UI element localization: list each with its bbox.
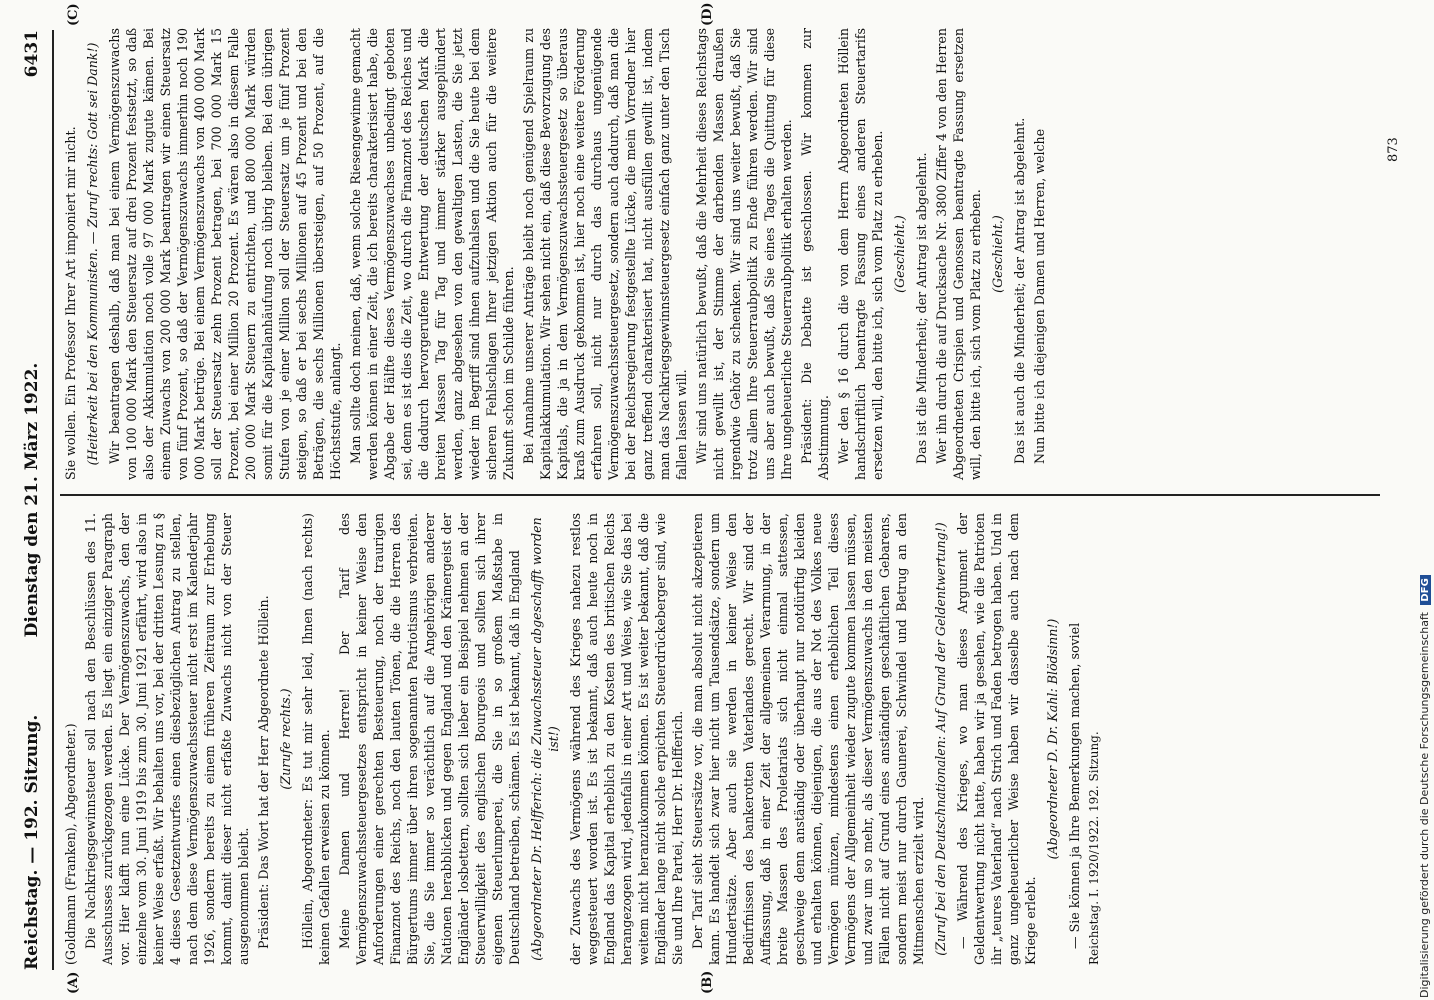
digitization-credit	[1418, 575, 1431, 998]
right-column	[62, 28, 1051, 480]
header-date: Dienstag den 21. März 1922.	[22, 362, 42, 638]
speaker-intro: Höllein, Abgeordneter: Es tut mir sehr leid, Ihnen (nach rechts) keinen Gefallen erweisen zu können.	[300, 513, 332, 965]
running-header	[22, 30, 50, 970]
interjection: (Heiterkeit bei den Kommunisten. — Zuruf rechts: Gott sei Dank!)	[85, 42, 100, 466]
paragraph: Der Tarif sieht Steuersätze vor, die man absolut nicht akzeptieren kann. Es handelt sich zwar hier nicht um Tausendsätze, sondern um Hundertsätze. Aber auch sie werden in keiner Weise den Bedürfnissen des bankerotten Vaterlandes gerecht. Wir sind der Auffassung, daß in einer Zeit der allgemeinen Verarmung, in der breite Massen des Proletariats sich nicht einmal sattessen, geschweige denn anständig oder überhaupt nur notdürftig kleiden und erhalten können, diejenigen, die aus der Not des Volkes neue Vermögen münzen, mindestens einen erheblichen Teil dieses Vermögens der Allgemeinheit wieder zugute kommen lassen müssen, und zwar um so mehr, als dieser Vermögenszuwachs in den meisten Fällen nicht auf Grund eines anständigen geschäftlichen Gebarens, sondern meist nur durch Gaunerei, Schwindel und Betrug an den Mitmenschen erzielt wird.	[690, 513, 926, 965]
header-rule	[52, 30, 54, 970]
page-footer: Reichstag. I. 1920/1922. 192. Sitzung.	[1087, 731, 1101, 965]
paragraph: der Zuwachs des Vermögens während des Krieges nahezu restlos weggesteuert worden ist. Es ist bekannt, daß auch heute noch in England das Kapital erheblich zu den Kosten des britischen Reichs herangezogen wird, jedenfalls in einer Art und Weise, wie Sie das bei weitem nicht heranzukommen können. Es ist weiter bekannt, daß die Engländer lange nicht solche erpichten Steuerdrückeberger sind, wie Sie und Ihre Partei, Herr Dr. Helfferich.	[568, 513, 685, 965]
paragraph: Das ist die Minderheit; der Antrag ist abgelehnt.	[914, 152, 929, 464]
credit-text: Digitalisierung gefördert durch die Deutsche Forschungsgemeinschaft	[1418, 612, 1431, 998]
margin-mark-b: (B)	[700, 970, 715, 994]
paragraph: Bei Annahme unserer Anträge bleibt noch genügend Spielraum zu Kapitalakkumulation. Wir sehen nicht ein, daß diese Bevorzugung des Kapitals, die ja in dem Vermögenszuwachssteuergesetz so überaus kraß zum Ausdruck gekommen ist, hier noch eine weitere Förderung erfahren soll, nicht nur durch das durchaus ungenügende Vermögenszuwachssteuergesetz, sondern auch dadurch, daß man die bei der Reichsregierung festgestellte Lücke, die mein Vorredner hier ganz treffend charakterisiert hat, nicht ausfüllen gewillt ist, indem man das Nachkriegsgewinnsteuergesetz einfach ganz unter den Tisch fallen lassen will.	[521, 28, 689, 480]
interjection: (Abgeordneter Dr. Helfferich: die Zuwachssteuer abgeschafft worden ist!)	[529, 517, 561, 961]
paragraph: Sie wollen. Ein Professor Ihrer Art imponiert mir nicht.	[63, 126, 78, 480]
interjection: (Zurufe rechts.)	[278, 688, 293, 790]
dfg-logo: DFG	[1420, 575, 1431, 604]
margin-mark-c: (C)	[66, 3, 81, 26]
header-page-number: 6431	[22, 30, 42, 78]
interjection: (Geschieht.)	[892, 215, 907, 293]
paragraph: Wir sind uns natürlich bewußt, daß die Mehrheit dieses Reichstags nicht gewillt ist, der Stimme der darbenden Massen draußen irgendwie Gehör zu schenken. Wir sind uns weiter bewußt, daß Sie trotz allem Ihre Steuerraubpolitik zu Ende führen werden. Wir sind uns aber auch bewußt, daß Sie eines Tages die Quittung für diese Ihre ungeheuerliche Steuerraubpolitik erhalten werden.	[694, 28, 794, 480]
speaker-continuation: (Goldmann (Franken), Abgeordneter.)	[63, 723, 78, 965]
president-remark: Präsident: Die Debatte ist geschlossen. Wir kommen zur Abstimmung.	[799, 28, 831, 480]
paragraph: — Sie können ja Ihre Bemerkungen machen, soviel	[1067, 622, 1082, 949]
paragraph: Das ist auch die Minderheit; der Antrag ist abgelehnt.	[1012, 117, 1027, 464]
paragraph: Wir beantragen deshalb, daß man bei einem Vermögenszuwachs von 100 000 Mark den Steuersatz auf drei Prozent festsetzt, so daß also der Akkumulation noch volle 97 000 Mark zugute kämen. Bei einem Zuwachs von 200 000 Mark beantragen wir einen Steuersatz von fünf Prozent, so daß der Vermögenszuwachs immerhin noch 190 000 Mark betrüge. Bei einem Vermögenszuwachs von 400 000 Mark soll der Steuersatz zehn Prozent betragen, bei 700 000 Mark 15 Prozent, bei einer Million 20 Prozent. Es wären also in diesem Falle 200 000 Mark Steuern zu entrichten, und 800 000 Mark würden somit für die Kapitalanhäufung noch übrig bleiben. Bei den übrigen Stufen von je einer Million soll der Steuersatz um je fünf Prozent steigen, so daß er bei sechs Millionen auf 45 Prozent und bei den Beträgen, die sechs Millionen übersteigen, auf 50 Prozent, auf die Höchststufe, anlangt.	[107, 28, 343, 480]
paragraph: Man sollte doch meinen, daß, wenn solche Riesengewinne gemacht werden können in einer Zeit, die ich bereits charakterisiert habe, die Abgabe der Hälfte dieses Vermögenszuwachses unbedingt geboten sei, denn es ist dies die Zeit, wo durch die Finanznot des Reiches und die dadurch hervorgerufene Entwertung der deutschen Mark die breiten Massen Tag für Tag und immer stärker ausgeplündert werden, ganz abgesehen von den gewaltigen Lasten, die Sie jetzt wieder im Begriff sind ihnen aufzuhalsen und die Sie heute bei dem sicheren Fehlschlagen Ihrer jetzigen Aktion auch für die weitere Zukunft schon im Schilde führen.	[348, 28, 516, 480]
paragraph: Die Nachkriegsgewinnsteuer soll nach den Beschlüssen des 11. Ausschusses zurückgezogen werden. Es liegt ein einziger Paragraph vor. Hier klafft nun eine Lücke. Der Vermögenszuwachs, den der einzelne vom 30. Juni 1919 bis zum 30. Juni 1921 erfährt, wird also in keiner Weise erfaßt. Wir behalten uns vor, bei der dritten Lesung zu § 4 dieses Gesetzentwurfes einen diesbezüglichen Antrag zu stellen, nach dem diese Vermögenszuwachssteuer nicht erst im Kalenderjahr 1926, sondern bereits zu einem früheren Zeitraum zur Erhebung kommt, damit dieser nicht erfaßte Zuwachs nicht von der Steuer ausgenommen bleibt.	[83, 513, 251, 965]
header-session: Reichstag. — 192. Sitzung.	[22, 714, 42, 970]
left-column	[62, 513, 1106, 965]
president-remark: Präsident: Das Wort hat der Herr Abgeordnete Höllein.	[256, 595, 271, 949]
paragraph: Wer den § 16 durch die von dem Herrn Abgeordneten Höllein handschriftlich beantragte Fassung eines anderen Steuertarifs ersetzen will, den bitte ich, sich vom Platz zu erheben.	[836, 28, 885, 480]
paragraph: — Während des Krieges, wo man dieses Argument der Geldentwertung nicht hatte, haben wir ja gesehen, wie die Patrioten ihr „teures Vaterland“ nach Strich und Faden betrogen haben. Und in ganz ungeheuerlicher Weise haben wir dasselbe auch nach dem Kriege erlebt.	[955, 513, 1038, 965]
margin-mark-a: (A)	[66, 971, 81, 994]
interjection: (Zuruf bei den Deutschnationalen: Auf Grund der Geldentwertung!)	[933, 522, 948, 956]
interjection: (Abgeordneter D. Dr. Kahl: Blödsinn!)	[1045, 618, 1060, 860]
paragraph: Meine Damen und Herren! Der Tarif des Vermögenszuwachssteuergesetzes entspricht in keiner Weise den Anforderungen einer gerechten Besteuerung, noch der traurigen Finanznot des Reichs, noch den lauten Tönen, die die Herren des Bürgertums immer über ihren sogenannten Patriotismus verbreiten. Sie, die Sie immer so verächtlich auf die Angehörigen anderer Nationen herabblicken und gegen England und den Krämergeist der Engländer losbettern, sollten sich lieber ein Beispiel nehmen an der Steuerwilligkeit des englischen Bourgeois und sollten sich ihrer eigenen Steuerlumperei, die Sie in so großem Maßstabe in Deutschland betreiben, schämen. Es ist bekannt, daß in England	[337, 513, 522, 965]
paragraph: Wer ihn durch die auf Drucksache Nr. 3800 Ziffer 4 von den Herren Abgeordneten Crispien und Genossen beantragte Fassung ersetzen will, den bitte ich, sich vom Platz zu erheben.	[934, 28, 983, 480]
margin-mark-d: (D)	[700, 2, 715, 26]
paragraph: Nun bitte ich diejenigen Damen und Herren, welche	[1032, 128, 1047, 464]
interjection: (Geschieht.)	[990, 215, 1005, 293]
folio-number: 873	[1386, 137, 1401, 162]
column-rule	[60, 494, 1380, 496]
